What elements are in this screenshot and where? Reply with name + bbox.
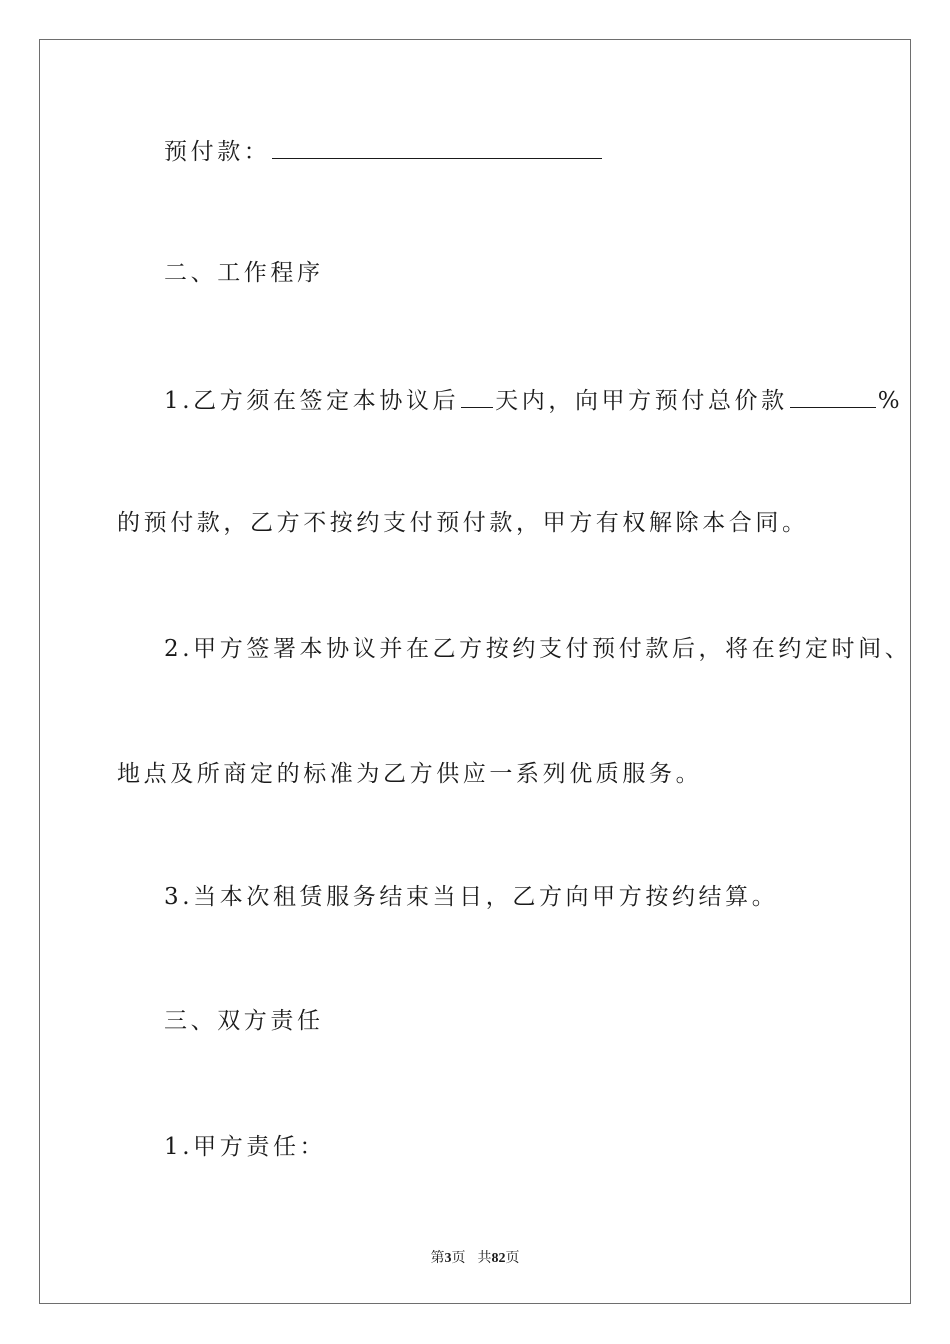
section-3-heading: 三、双方责任: [164, 1008, 324, 1034]
page-border: [39, 39, 911, 1304]
percent-blank: [790, 385, 876, 408]
footer-page-prefix: 第: [430, 1251, 445, 1266]
footer-total-prefix: 共: [477, 1251, 492, 1266]
party-a-responsibility-heading: 1.甲方责任：: [164, 1134, 327, 1160]
item-1-line-2: 的预付款，乙方不按约支付预付款，甲方有权解除本合同。: [117, 510, 809, 536]
percent-sign: %: [877, 388, 904, 414]
section-2-heading: 二、工作程序: [164, 260, 324, 286]
prepayment-line: [164, 136, 604, 167]
item-3: 3.当本次租赁服务结束当日，乙方向甲方按约结算。: [164, 884, 779, 910]
footer-total-pages: 82: [491, 1251, 506, 1266]
item-1-text-b: 天内，向甲方预付总价款: [495, 388, 788, 414]
footer-total-suffix: 页: [505, 1251, 520, 1266]
item-2-line-1: 2.甲方签署本协议并在乙方按约支付预付款后，将在约定时间、: [164, 636, 912, 662]
footer-page-suffix: 页: [451, 1251, 466, 1266]
prepayment-label: 预付款：: [164, 139, 271, 165]
item-2-line-2: 地点及所商定的标准为乙方供应一系列优质服务。: [117, 761, 703, 787]
days-blank: [461, 385, 493, 408]
item-1-text-a: 1.乙方须在签定本协议后: [164, 388, 460, 414]
footer-current-page: 3: [444, 1251, 452, 1266]
item-1-line-1: [164, 385, 903, 416]
prepayment-blank: [272, 136, 602, 159]
page-footer: [0, 1247, 950, 1267]
